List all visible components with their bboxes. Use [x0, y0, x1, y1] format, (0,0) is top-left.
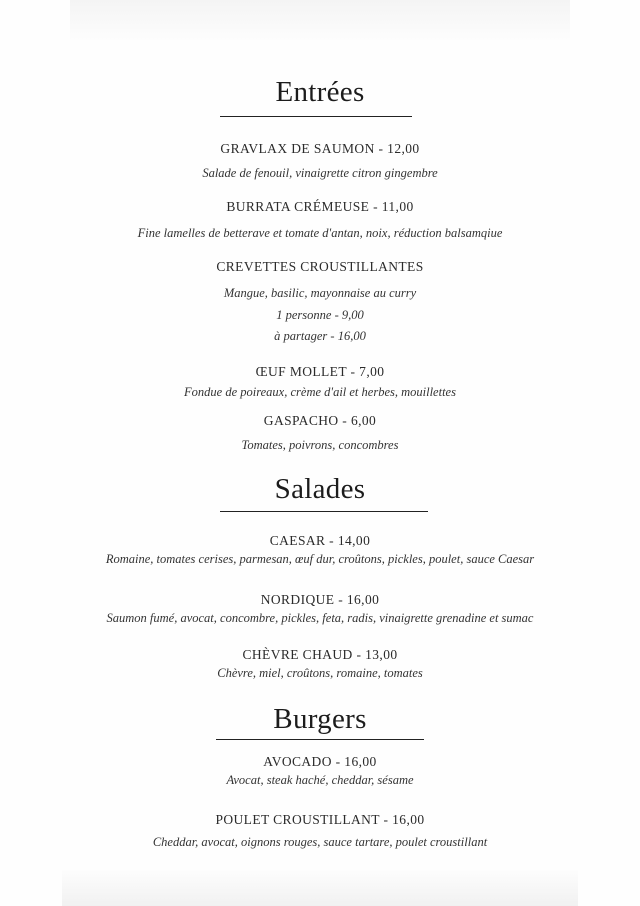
menu-item-name: CAESAR - 14,00 [269, 533, 371, 548]
menu-item-name: AVOCADO - 16,00 [263, 754, 377, 769]
section-title-burgers: Burgers [273, 703, 367, 735]
section-title-entrees: Entrées [275, 76, 365, 108]
section-divider-entrees [220, 116, 412, 117]
menu-item-description: Avocat, steak haché, cheddar, sésame [226, 773, 414, 787]
menu-item-name: GRAVLAX DE SAUMON - 12,00 [220, 141, 420, 156]
menu-item-name: CREVETTES CROUSTILLANTES [216, 259, 424, 274]
menu-item-name: GASPACHO - 6,00 [263, 413, 377, 428]
bottom-shadow [62, 870, 578, 906]
menu-item-name: CHÈVRE CHAUD - 13,00 [242, 647, 398, 662]
menu-item-option: 1 personne - 9,00 [276, 308, 364, 322]
menu-item-description: Cheddar, avocat, oignons rouges, sauce tartare, poulet croustillant [152, 835, 488, 849]
menu-item-name: NORDIQUE - 16,00 [260, 592, 380, 607]
menu-item-option: à partager - 16,00 [274, 329, 366, 343]
menu-item-name: BURRATA CRÉMEUSE - 11,00 [226, 199, 414, 214]
menu-item-name: POULET CROUSTILLANT - 16,00 [215, 812, 425, 827]
menu-item-description: Salade de fenouil, vinaigrette citron gingembre [202, 166, 438, 180]
menu-item-description: Mangue, basilic, mayonnaise au curry [223, 286, 417, 300]
section-divider-salades [220, 511, 428, 512]
menu-item-description: Saumon fumé, avocat, concombre, pickles, feta, radis, vinaigrette grenadine et sumac [106, 611, 534, 625]
section-title-salades: Salades [274, 473, 366, 505]
menu-item-description: Fondue de poireaux, crème d'ail et herbes, mouillettes [184, 385, 456, 399]
menu-item-description: Fine lamelles de betterave et tomate d'antan, noix, réduction balsamqiue [137, 226, 503, 240]
top-shadow [70, 0, 570, 40]
menu-item-name: ŒUF MOLLET - 7,00 [255, 364, 385, 379]
menu-item-description: Chèvre, miel, croûtons, romaine, tomates [217, 666, 423, 680]
menu-item-description: Romaine, tomates cerises, parmesan, œuf dur, croûtons, pickles, poulet, sauce Caesar [105, 552, 535, 566]
menu-item-description: Tomates, poivrons, concombres [241, 438, 399, 452]
section-divider-burgers [216, 739, 424, 740]
